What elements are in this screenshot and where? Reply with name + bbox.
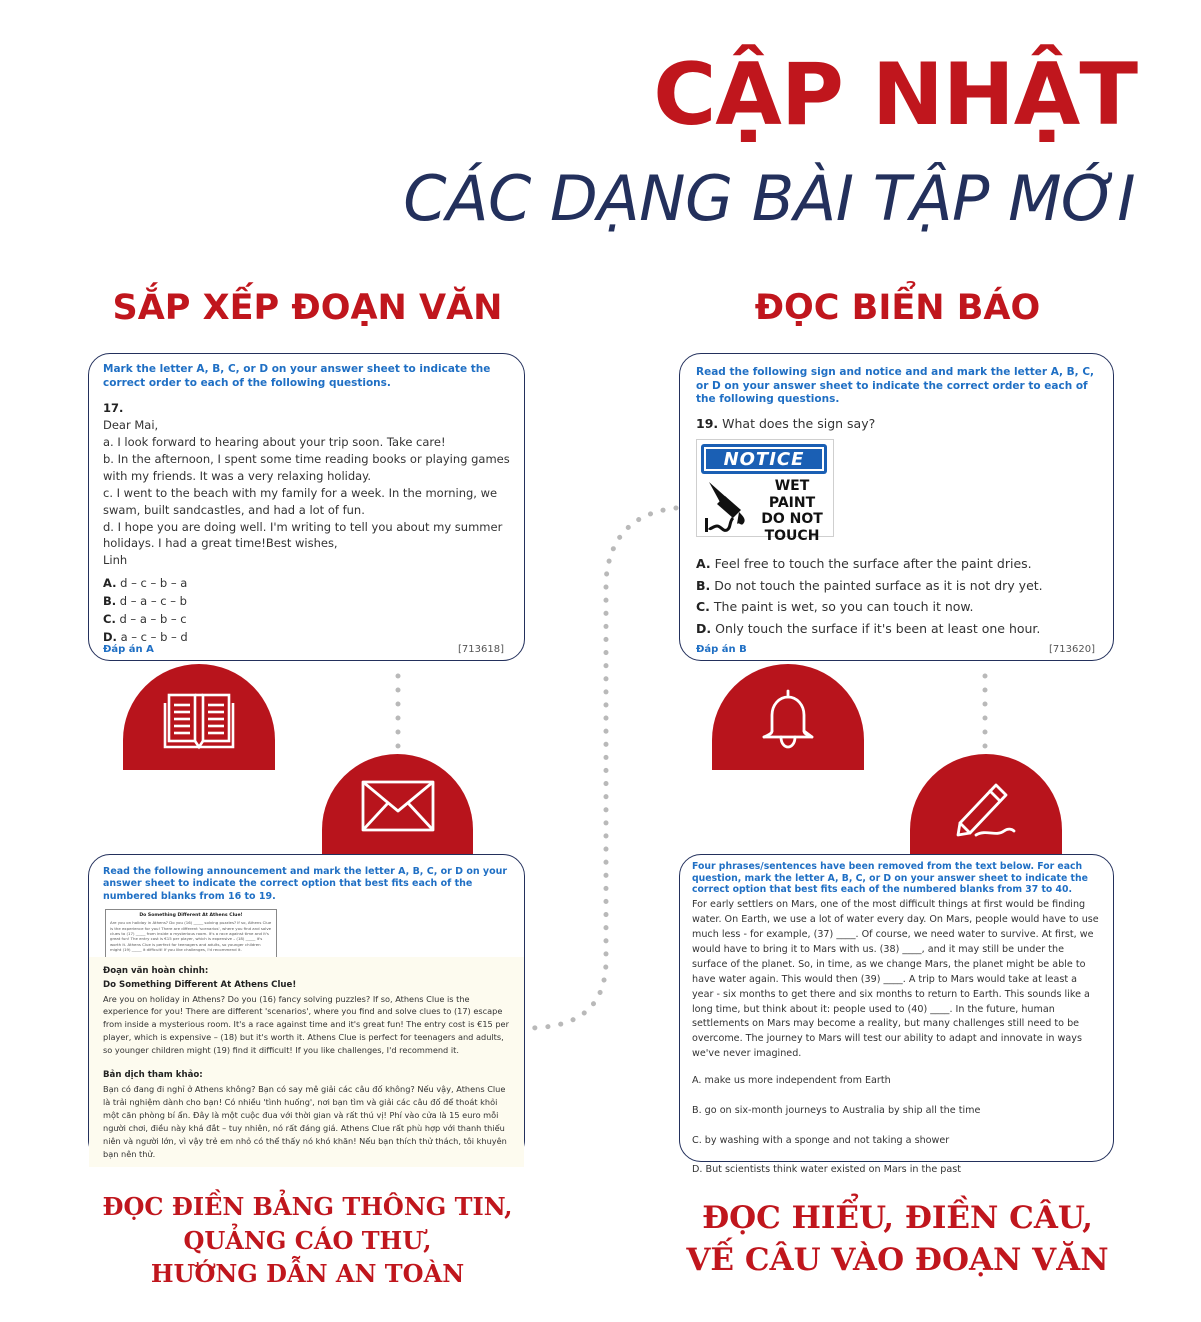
card4-option[interactable]: D. But scientists think water existed on Mars in the past bbox=[692, 1164, 962, 1176]
card3-answer-panel bbox=[89, 957, 524, 1167]
card4-option[interactable]: C. by washing with a sponge and not taking a shower bbox=[692, 1134, 950, 1146]
notice-sign-text: WET PAINT DO NOT TOUCH bbox=[761, 478, 823, 544]
section-title-reading: ĐỌC HIỂU, ĐIỀN CÂU, VẾ CÂU VÀO ĐOẠN VĂN bbox=[686, 1200, 1109, 1278]
card1-option[interactable]: C. d – a – b – c bbox=[103, 612, 187, 627]
section-title-fill: ĐỌC ĐIỀN BẢNG THÔNG TIN, QUẢNG CÁO THƯ, HƯỚNG DẪN AN TOÀN bbox=[102, 1192, 513, 1289]
card3-thumbnail: Do Something Different At Athens Clue! Are you on holiday in Athens? Do you (16) _____ solving puzzles? If so, Athens Clue is the experience for you! There are different 'scenarios', where you find and solve clues to (17) _____ from inside a mysterious room. It's a race against time and it's great fun! The entry cost is €15 per player, which is expensive – (18) _____ it's worth it. Athens Clue is perfect for teenagers and adults, so younger children might (19) _____ it difficult! If you like challenges, I'd recommend it. bbox=[105, 909, 277, 965]
card1-question-number: 17. bbox=[103, 401, 124, 416]
card1-option[interactable]: A. d – c – b – a bbox=[103, 576, 188, 591]
card3-translation-text: Bạn có đang đi nghỉ ở Athens không? Bạn có say mê giải các câu đố không? Nếu vậy, Athens Clue là trải nghiệm dành cho bạn! Có nhiều 'tình huống', nơi bạn tìm và giải các câu đố để thoát khỏi một căn phòng bí ẩn. Đây là một cuộc đua với thời gian và rất thú vị! Phí vào cửa là 15 euro mỗi người chơi, điều này khá đắt – tuy nhiên, nó rất đáng giá. Athens Clue rất phù hợp với thanh thiếu niên và người lớn, vì vậy trẻ em nhỏ có thể thấy nó khó khăn! Nếu bạn thích thử thách, tôi khuyên bạn nên thử. bbox=[103, 1084, 507, 1159]
pencil-icon bbox=[952, 775, 1020, 837]
section-title-sort: SẮP XẾP ĐOẠN VĂN bbox=[112, 288, 503, 328]
card1-line: b. In the afternoon, I spent some time reading books or playing games with my friends. It was a very relaxing holiday. bbox=[103, 451, 510, 483]
card1-line: Dear Mai, bbox=[103, 418, 159, 433]
card1-answer: Đáp án A bbox=[103, 644, 154, 655]
card2-question: 19. What does the sign say? bbox=[696, 415, 876, 431]
notice-sign bbox=[696, 439, 834, 544]
card4-passage: For early settlers on Mars, one of the most difficult things at first would be finding water. On Earth, we use a lot of water every day. On Mars, people would have to use much less - for example, (37) ____. Of course, we need water to survive. At first, we would have to bring it to Mars with us. (38) ____, and it may still be under the surface of the planet. So, in time, as we change Mars, the planet might be able to have water again. This would then (39) ____. A trip to Mars would take at least a year - six months to get there and six months to return to Earth. This sounds like a long time, but think about it: people used to (40) ____. In the future, human settlements on Mars may become a reality, but many challenges still need to be overcome. The journey to Mars will test our ability to adapt and innovate in ways we've never imagined. bbox=[692, 898, 1099, 1060]
card-sort-paragraph bbox=[88, 353, 525, 661]
card3-instruction: Read the following announcement and mark the letter A, B, C, or D on your answer sheet to indicate the correct option that best fits each of the numbered blanks from 16 to 19. bbox=[103, 866, 508, 902]
card3-translation-label: Bản dịch tham khảo: bbox=[103, 1070, 203, 1081]
card2-option[interactable]: A. Feel free to touch the surface after the paint dries. bbox=[696, 556, 1032, 572]
card1-option[interactable]: D. a – c – b – d bbox=[103, 630, 188, 644]
card-read-sign bbox=[679, 353, 1114, 661]
section-title-sign: ĐỌC BIỂN BÁO bbox=[754, 288, 1041, 328]
card2-option[interactable]: C. The paint is wet, so you can touch it now. bbox=[696, 599, 974, 615]
main-title: CẬP NHẬT bbox=[653, 45, 1137, 145]
notice-sign-header: NOTICE bbox=[701, 444, 827, 474]
card2-code: [713620] bbox=[1049, 644, 1095, 655]
card1-code: [713618] bbox=[458, 644, 504, 655]
card3-complete-label: Đoạn văn hoàn chỉnh: bbox=[103, 966, 209, 976]
main-subtitle: CÁC DẠNG BÀI TẬP MỚI bbox=[403, 162, 1135, 235]
card1-line: c. I went to the beach with my family for a week. In the morning, we swam, built sandcastles, and had a lot of fun. bbox=[103, 485, 498, 517]
card3-complete-title: Do Something Different At Athens Clue! bbox=[103, 979, 297, 990]
card1-line: Linh bbox=[103, 553, 128, 568]
card-announcement bbox=[88, 854, 525, 1162]
card2-instruction: Read the following sign and notice and and mark the letter A, B, C, or D on your answer sheet to indicate the correct order to each of the following questions. bbox=[696, 366, 1095, 406]
card4-instruction: Four phrases/sentences have been removed from the text below. For each question, mark the letter A, B, C, or D on your answer sheet to indicate the correct option that best fits each of the numbered blanks from 37 to 40. bbox=[692, 861, 1088, 896]
card2-answer: Đáp án B bbox=[696, 644, 747, 655]
card4-option[interactable]: B. go on six-month journeys to Australia by ship all the time bbox=[692, 1104, 981, 1116]
card2-option[interactable]: D. Only touch the surface if it's been at least one hour. bbox=[696, 620, 1041, 636]
card1-option[interactable]: B. d – a – c – b bbox=[103, 594, 187, 609]
card1-instruction: Mark the letter A, B, C, or D on your answer sheet to indicate the correct order to each of the following questions. bbox=[103, 363, 491, 389]
bell-icon bbox=[758, 687, 818, 753]
book-icon bbox=[163, 691, 235, 751]
card1-line: a. I look forward to hearing about your trip soon. Take care! bbox=[103, 435, 446, 450]
card-reading-passage bbox=[679, 854, 1114, 1176]
card4-option[interactable]: A. make us more independent from Earth bbox=[692, 1075, 891, 1087]
card3-complete-text: Are you on holiday in Athens? Do you (16) fancy solving puzzles? If so, Athens Clue is the experience for you! There are different 'scenarios', where you find and solve clues to (17) escape from inside a mysterious room. It's a race against time and it's great fun! The entry cost is €15 per player, which is expensive – (18) but it's worth it. Athens Clue is perfect for teenagers and adults, so younger children might (19) find it difficult! If you like challenges, I'd recommend it. bbox=[103, 993, 509, 1056]
paintbrush-icon bbox=[703, 478, 753, 534]
card2-option[interactable]: B. Do not touch the painted surface as it is not dry yet. bbox=[696, 577, 1043, 593]
card1-line: d. I hope you are doing well. I'm writing to tell you about my summer holidays. I had a great time!Best wishes, bbox=[103, 519, 503, 551]
envelope-icon bbox=[360, 779, 436, 833]
